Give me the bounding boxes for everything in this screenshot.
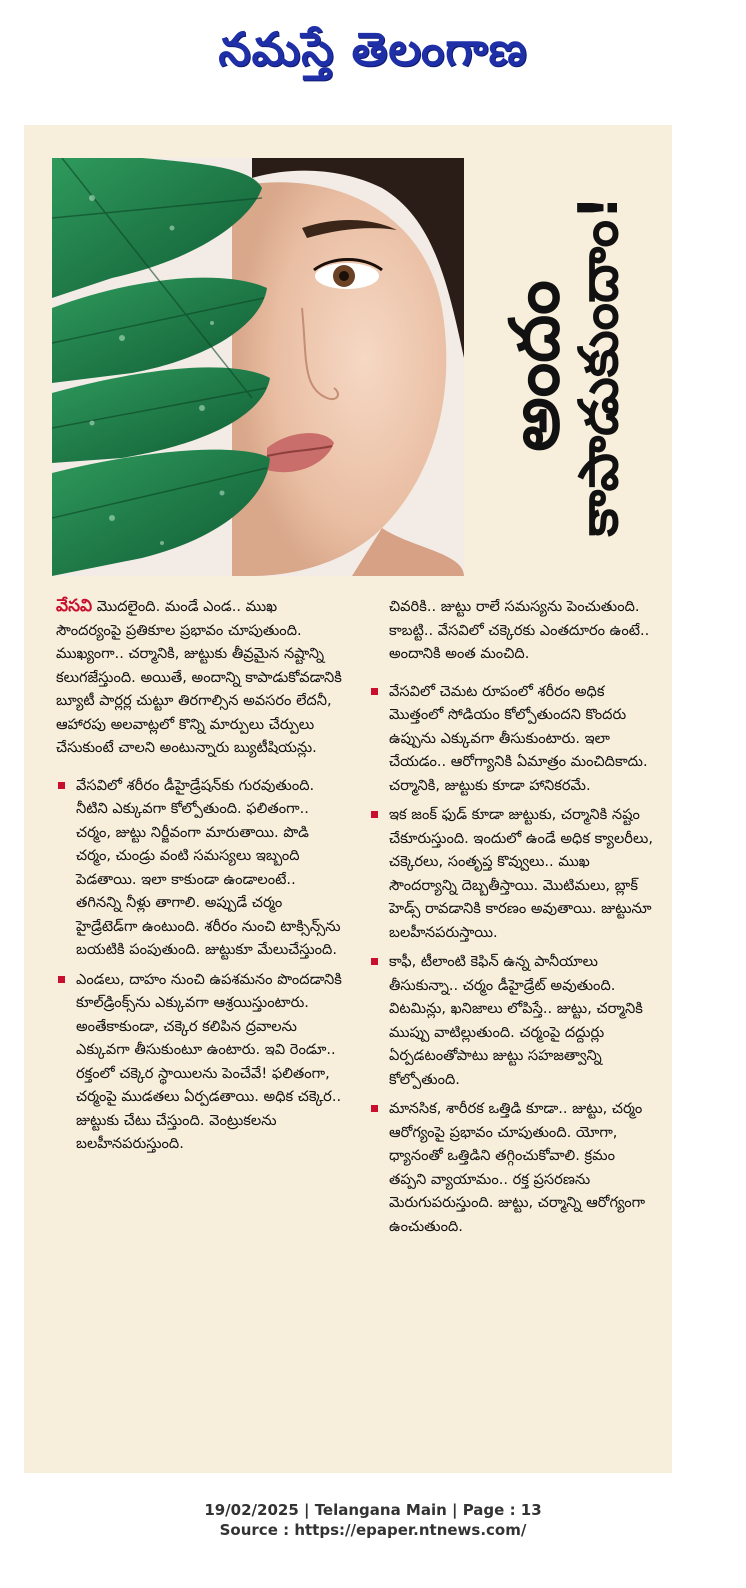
woman-face-with-green-leaf-photo (52, 158, 464, 576)
continuation-paragraph: చివరికి.. జుట్టు రాలే సమస్యను పెంచుతుంది. కాబట్టి.. వేసవిలో చక్కెరకు ఎంతదూరం ఉంటే.. అందానికి అంత మంచిది. (389, 598, 650, 662)
headline-block (476, 153, 652, 579)
footer-date-edition: 19/02/2025 | Telangana Main | Page : 13 (204, 1501, 542, 1519)
intro-paragraph (56, 595, 343, 760)
headline-line-1: అందం (495, 280, 575, 452)
masthead-title: నమస్తే తెలంగాణ (218, 22, 528, 76)
footer-source: Source : https://epaper.ntnews.com/ (219, 1521, 527, 1539)
red-square-bullet-icon (371, 1105, 378, 1112)
article-column-right (369, 595, 656, 1455)
list-item (369, 1097, 656, 1238)
article-photo (52, 158, 464, 576)
intro-text: మొదలైంది. మండే ఎండ.. ముఖ సౌందర్యంపై ప్రతికూల ప్రభావం చూపుతుంది. ముఖ్యంగా.. చర్మానికి, జుట్టుకు తీవ్రమైన నష్టాన్ని కలుగజేస్తుంది. అయితే, అందాన్ని కాపాడుకోవడానికి బ్యూటీ పార్లర్ల చుట్టూ తిరగాల్సిన అవసరం లేదనీ, ఆహారపు అలవాట్లలో కొన్ని మార్పులు చేర్పులు చేసుకుంటే చాలని అంటున్నారు బ్యుటీషియన్లు. (56, 598, 342, 756)
red-square-bullet-icon (371, 688, 378, 695)
list-item (369, 950, 656, 1091)
bullet-text: కాఫీ, టీలాంటి కెఫిన్ ఉన్న పానీయాలు తీసుకున్నా.. చర్మం డీహైడ్రేట్ అవుతుంది. విటమిన్లు, ఖనిజాలు లోపిస్తే.. జుట్టు, చర్మానికి ముప్పు వాటిల్లుతుంది. చర్మంపై దద్దుర్లు ఏర్పడటంతోపాటు జుట్టు సహజత్వాన్ని కోల్పోతుంది. (389, 953, 643, 1088)
headline-line-2: కాపాడుకుందాం! (567, 195, 631, 537)
article-panel (24, 125, 672, 1473)
page-footer (0, 1500, 746, 1540)
list-item (56, 968, 343, 1156)
bullet-text: వేసవిలో చెమట రూపంలో శరీరం అధిక మొత్తంలో సోడియం కోల్పోతుందని కొందరు ఉప్పును ఎక్కువగా తీసుకుంటారు. ఇలా చేయడం.. ఆరోగ్యానికి ఏమాత్రం మంచిదికాదు. చర్మానికి, జుట్టుకు కూడా హానికరమే. (389, 682, 648, 794)
red-square-bullet-icon (58, 976, 65, 983)
article-body (56, 595, 656, 1455)
red-square-bullet-icon (371, 958, 378, 965)
bullet-text: ఎండలు, దాహం నుంచి ఉపశమనం పొందడానికి కూల్‌డ్రింక్స్‌ను ఎక్కువగా ఆశ్రయిస్తుంటారు. అంతేకాకుండా, చక్కెర కలిపిన ద్రవాలను ఎక్కువగా తీసుకుంటూ ఉంటారు. ఇవి రెండూ.. రక్తంలో చక్కెర స్థాయిలను పెంచేవే! ఫలితంగా, చర్మంపై ముడతలు ఏర్పడతాయి. అధిక చక్కెర.. జుట్టుకు చేటు చేస్తుంది. వెంట్రుకలను బలహీనపరుస్తుంది. (76, 970, 342, 1152)
bullet-text: ఇక జంక్ ఫుడ్ కూడా జుట్టుకు, చర్మానికి నష్టం చేకూరుస్తుంది. ఇందులో ఉండే అధిక క్యాలరీలు, చక్కెరలు, సంతృప్త కొవ్వులు.. ముఖ సౌందర్యాన్ని దెబ్బతీస్తాయి. మొటిమలు, బ్లాక్ హెడ్స్ రావడానికి కారణం అవుతాయి. జుట్టునూ బలహీనపరుస్తాయి. (389, 806, 653, 941)
article-column-left (56, 595, 343, 1455)
list-item (369, 680, 656, 798)
bullet-text: మానసిక, శారీరక ఒత్తిడి కూడా.. జుట్టు, చర్మం ఆరోగ్యంపై ప్రభావం చూపుతుంది. యోగా, ధ్యానంతో ఒత్తిడిని తగ్గించుకోవాలి. క్రమం తప్పని వ్యాయామం.. రక్త ప్రసరణను మెరుగుపరుస్తుంది. జుట్టు, చర్మాన్ని ఆరోగ్యంగా ఉంచుతుంది. (389, 1100, 646, 1235)
masthead (0, 0, 746, 110)
list-item (369, 803, 656, 944)
red-square-bullet-icon (371, 811, 378, 818)
red-square-bullet-icon (58, 782, 65, 789)
lead-word: వేసవి (56, 596, 93, 616)
bullet-text: వేసవిలో శరీరం డీహైడ్రేషన్‌కు గురవుతుంది. నీటిని ఎక్కువగా కోల్పోతుంది. ఫలితంగా.. చర్మం, జుట్టు నిర్జీవంగా మారుతాయి. పొడి చర్మం, చుండ్రు వంటి సమస్యలు ఇబ్బంది పెడతాయి. ఇలా కాకుండా ఉండాలంటే.. తగినన్ని నీళ్లు తాగాలి. అప్పుడే చర్మం హైడ్రేటెడ్‌గా ఉంటుంది. శరీరం నుంచి టాక్సిన్స్‌ను బయటికి పంపుతుంది. జుట్టుకూ మేలుచేస్తుంది. (76, 776, 341, 958)
list-item (56, 774, 343, 962)
